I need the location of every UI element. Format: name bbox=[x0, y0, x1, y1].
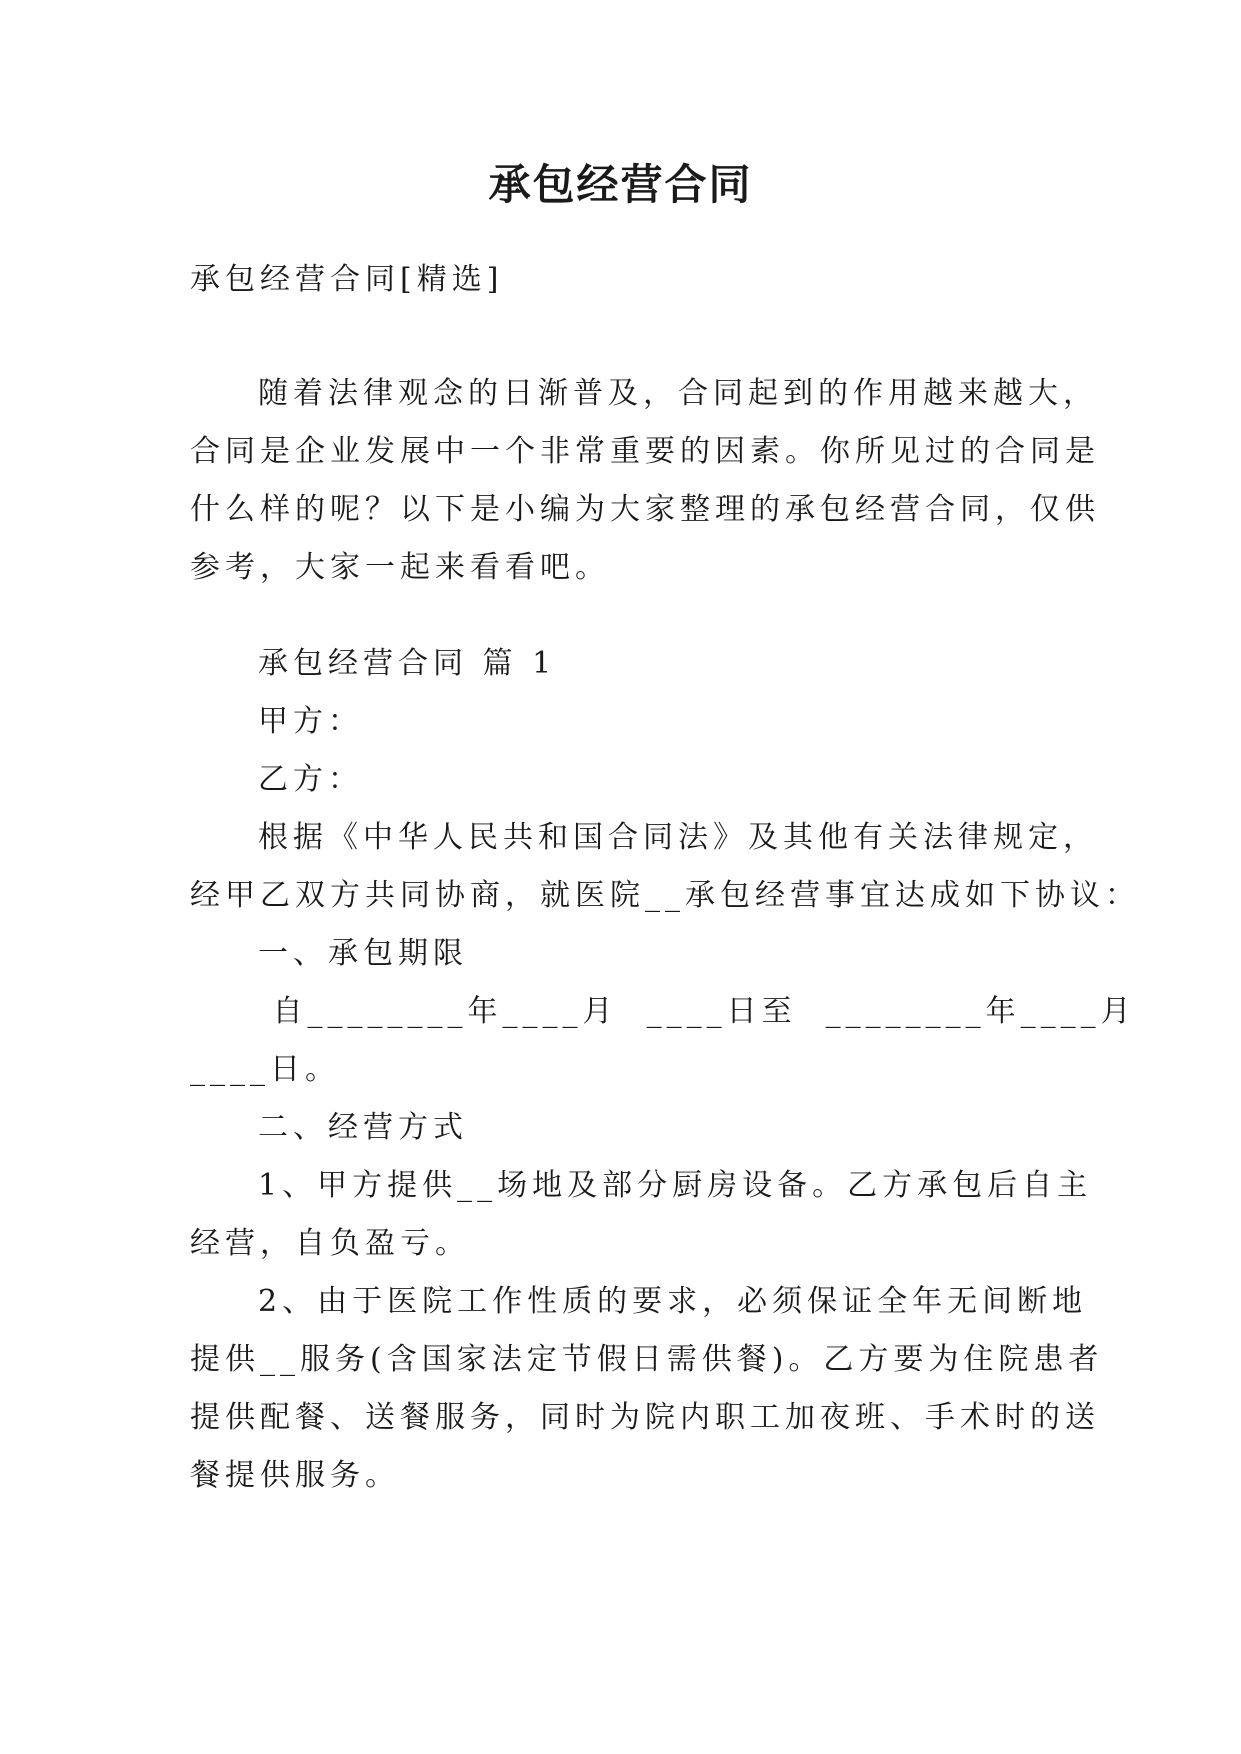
clause2-item1-line-1: 1、甲方提供__场地及部分厨房设备。乙方承包后自主 bbox=[258, 1168, 1093, 1203]
basis-line-2: 经甲乙双方共同协商，就医院__承包经营事宜达成如下协议： bbox=[190, 878, 1140, 913]
basis-line-1: 根据《中华人民共和国合同法》及其他有关法律规定， bbox=[258, 820, 1098, 855]
clause2-item2-line-2: 提供__服务(含国家法定节假日需供餐)。乙方要为住院患者 bbox=[190, 1342, 1104, 1377]
section-title: 承包经营合同 篇 1 bbox=[258, 646, 557, 681]
clause2-item1-line-2: 经营，自负盈亏。 bbox=[190, 1226, 470, 1261]
intro-line-4: 参考，大家一起来看看吧。 bbox=[190, 550, 610, 585]
party-a-label: 甲方： bbox=[258, 704, 363, 739]
clause2-item2-line-3: 提供配餐、送餐服务，同时为院内职工加夜班、手术时的送 bbox=[190, 1400, 1100, 1435]
clause2-item2-line-1: 2、由于医院工作性质的要求，必须保证全年无间断地 bbox=[258, 1284, 1088, 1319]
intro-line-1: 随着法律观念的日渐普及，合同起到的作用越来越大， bbox=[258, 376, 1098, 411]
clause2-heading: 二、经营方式 bbox=[258, 1110, 468, 1145]
document-subtitle: 承包经营合同[精选] bbox=[190, 262, 504, 297]
clause1-heading: 一、承包期限 bbox=[258, 936, 468, 971]
intro-line-2: 合同是企业发展中一个非常重要的因素。你所见过的合同是 bbox=[190, 434, 1100, 469]
clause2-item2-line-4: 餐提供服务。 bbox=[190, 1458, 400, 1493]
clause1-text-line-2: ____日。 bbox=[190, 1052, 340, 1087]
document-title: 承包经营合同 bbox=[488, 160, 753, 209]
party-b-label: 乙方： bbox=[258, 762, 363, 797]
clause1-text-line-1: 自________年____月 ____日至 ________年____月 bbox=[258, 994, 1136, 1029]
intro-line-3: 什么样的呢？以下是小编为大家整理的承包经营合同，仅供 bbox=[190, 492, 1100, 527]
